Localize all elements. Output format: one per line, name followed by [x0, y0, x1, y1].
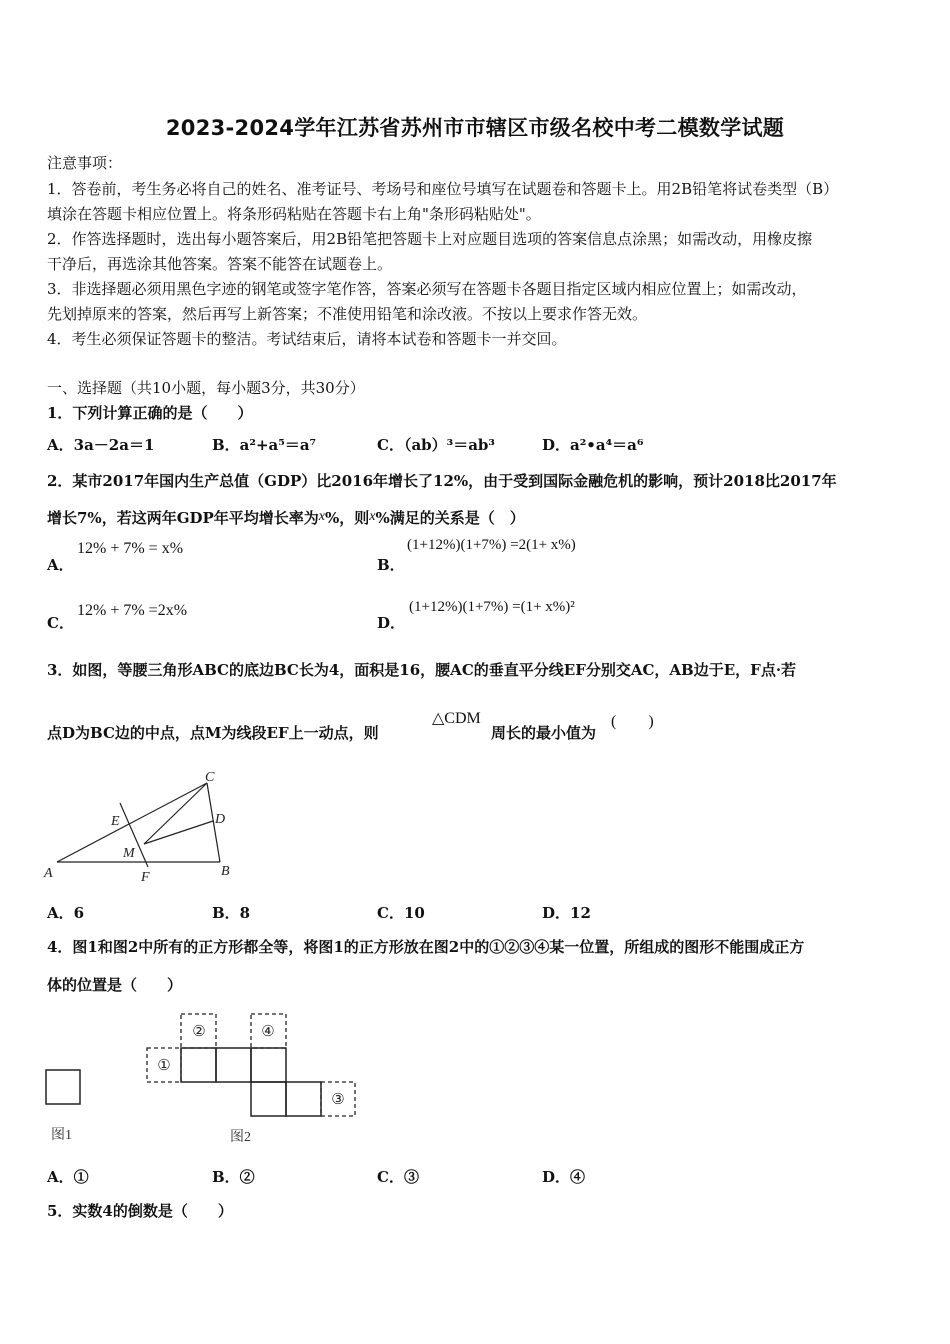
- q3-line2-start: 点D为BC边的中点，点M为线段EF上一动点，则: [47, 724, 379, 742]
- q2-option-a-formula: 12% + 7% = x%: [77, 540, 184, 557]
- question-5-stem: 5．实数4的倒数是（ ）: [47, 1202, 233, 1220]
- question-1-stem: 1．下列计算正确的是（ ）: [47, 404, 253, 422]
- segment-dm: [144, 821, 213, 844]
- q2-variable: x: [369, 509, 376, 524]
- figure1-caption: 图1: [51, 1128, 72, 1143]
- question-2-line1: 2．某市2017年国内生产总值（GDP）比2016年增长了12%，由于受到国际金融危机的影响，预计2018比2017年: [47, 472, 837, 490]
- segment-cm: [144, 783, 207, 844]
- q2-option-c-formula: 12% + 7% =2x%: [77, 602, 188, 619]
- q4-option-b: B．②: [212, 1168, 255, 1186]
- q2-text: 增长7%，若这两年GDP年平均增长率为: [47, 509, 319, 527]
- q1-option-d: D．a²•a⁴＝a⁶: [542, 436, 644, 454]
- question-4-line2: 体的位置是（ ）: [47, 976, 183, 994]
- q1-option-a: A．3a－2a＝1: [47, 436, 155, 454]
- notice-line: 1．答卷前，考生务必将自己的姓名、准考证号、考场号和座位号填写在试题卷和答题卡上。用2B铅笔将试卷类型（B）: [47, 180, 839, 198]
- notice-heading: 注意事项：: [47, 154, 123, 172]
- q2-option-b-label: B．: [377, 556, 405, 574]
- q3-option-d: D．12: [542, 904, 591, 922]
- point-label-e: E: [111, 814, 120, 829]
- position-4-mark: ④: [261, 1024, 275, 1040]
- notice-line: 先划掉原来的答案，然后再写上新答案；不准使用铅笔和涂改液。不按以上要求作答无效。: [47, 305, 648, 323]
- section-heading: 一、选择题（共10小题，每小题3分，共30分）: [47, 379, 365, 397]
- point-label-f: F: [141, 870, 150, 885]
- q3-option-c: C．10: [377, 904, 425, 922]
- q2-variable: x: [318, 509, 326, 524]
- q1-option-b: B．a²+a⁵＝a⁷: [212, 436, 317, 454]
- point-label-m: M: [123, 846, 135, 861]
- q3-line2-end: 周长的最小值为: [491, 724, 597, 742]
- q4-figures: [40, 1008, 370, 1148]
- net-square: [286, 1082, 321, 1116]
- page-title: 2023-2024学年江苏省苏州市市辖区市级名校中考二模数学试题: [165, 116, 785, 140]
- q4-option-c: C．③: [377, 1168, 419, 1186]
- notice-line: 3．非选择题必须用黑色字迹的钢笔或签字笔作答，答案必须写在答题卡各题目指定区域内相应位置上；如需改动，: [47, 280, 807, 298]
- q2-option-d-formula: (1+12%)(1+7%) =(1+ x%)²: [409, 599, 575, 615]
- notice-line: 4．考生必须保证答题卡的整洁。考试结束后，请将本试卷和答题卡一并交回。: [47, 330, 567, 348]
- net-square: [251, 1082, 286, 1116]
- position-2-mark: ②: [192, 1024, 206, 1040]
- q3-option-b: B．8: [212, 904, 251, 922]
- q4-option-a: A．①: [47, 1168, 89, 1186]
- question-2-line2: [47, 507, 525, 528]
- point-label-c: C: [205, 770, 215, 785]
- q3-triangle-figure: [40, 765, 250, 885]
- q2-option-d-label: D．: [377, 614, 406, 632]
- position-3-mark: ③: [331, 1092, 345, 1108]
- net-square: [181, 1048, 216, 1082]
- q2-text: %满足的关系是（ ）: [375, 509, 525, 527]
- notice-line: 2．作答选择题时，选出每小题答案后，用2B铅笔把答题卡上对应题目选项的答案信息点涂黑；如需改动，用橡皮擦: [47, 230, 813, 248]
- figure2-caption: 图2: [230, 1130, 251, 1145]
- point-label-d: D: [215, 812, 226, 827]
- notice-line: 干净后，再选涂其他答案。答案不能答在试题卷上。: [47, 255, 393, 273]
- q2-option-c-label: C．: [47, 614, 74, 632]
- point-label-b: B: [221, 864, 230, 879]
- q1-option-c: C．（ab）³＝ab³: [377, 436, 495, 454]
- net-square: [251, 1048, 286, 1082]
- notice-line: 填涂在答题卡相应位置上。将条形码粘贴在答题卡右上角"条形码粘贴处"。: [47, 205, 541, 223]
- q2-option-a-label: A．: [47, 556, 74, 574]
- q3-option-a: A．6: [47, 904, 85, 922]
- position-1-mark: ①: [157, 1058, 171, 1074]
- q3-answer-paren: ( ): [611, 713, 654, 730]
- q2-option-b-formula: (1+12%)(1+7%) =2(1+ x%): [407, 537, 576, 553]
- net-square: [216, 1048, 251, 1082]
- question-3-line1: 3．如图，等腰三角形ABC的底边BC长为4，面积是16，腰AC的垂直平分线EF分别交AC，AB边于E，F点·若: [47, 661, 797, 679]
- question-4-line1: 4．图1和图2中所有的正方形都全等，将图1的正方形放在图2中的①②③④某一位置，所组成的图形不能围成正方: [47, 938, 805, 956]
- q2-text: %，则: [325, 509, 370, 527]
- q4-option-d: D．④: [542, 1168, 586, 1186]
- q3-triangle-symbol: △CDM: [432, 710, 481, 727]
- point-label-a: A: [44, 866, 53, 881]
- figure1-square: [46, 1070, 80, 1104]
